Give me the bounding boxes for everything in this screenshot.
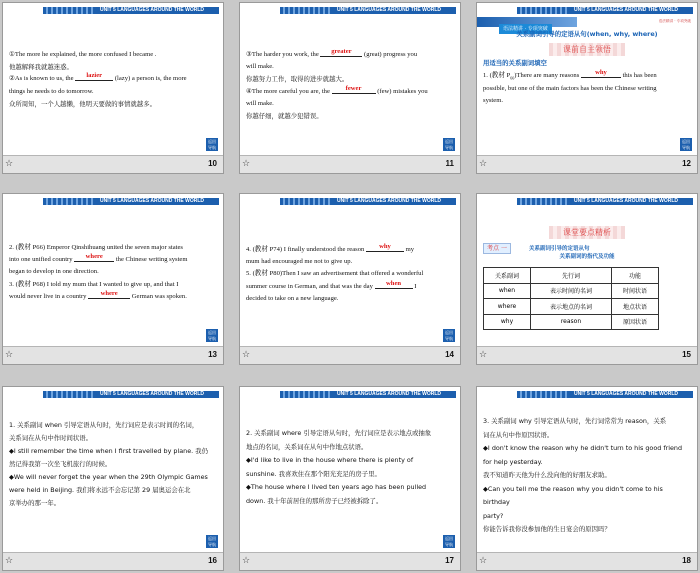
translation: 京举办的那一年。 [9, 499, 61, 507]
page-number: 16 [208, 556, 217, 565]
star-icon[interactable]: ☆ [479, 159, 488, 169]
return-nav-button[interactable]: 返回 导航 [208, 330, 216, 341]
sentence: system. [483, 96, 503, 104]
table-title: 关系副词的指代及功能 [559, 254, 615, 260]
exercise-heading: 用适当的关系副词填空 [483, 59, 547, 67]
slide-footer [477, 155, 697, 173]
star-icon[interactable]: ☆ [5, 159, 14, 169]
rule-text: 地点的名词，关系词在从句中作地点状语。 [246, 442, 368, 451]
answer-blank: fewer [332, 85, 376, 94]
unit-header: UNIT 5 LANGUAGES AROUND THE WORLD [43, 198, 219, 205]
example-sentence: ◆We will never forget the year when the 29th Olympic Games [9, 473, 208, 481]
unit-header: UNIT 5 LANGUAGES AROUND THE WORLD [280, 7, 456, 14]
slide-15[interactable] [476, 193, 698, 365]
answer-blank: greater [320, 48, 362, 57]
topic-title: 关系副词引导的定语从句(when, why, where) [516, 30, 658, 38]
page-number: 13 [208, 350, 217, 359]
translation: down. 我十年前居住的那所房子已经被拆除了。 [246, 496, 383, 505]
slide-footer [240, 346, 460, 364]
star-icon[interactable]: ☆ [242, 556, 251, 566]
sentence: summer course in German, and that was the day when I [246, 279, 417, 290]
header-stripe [517, 7, 567, 14]
translation: sunshine. 我喜欢住在那个阳光充足的房子里。 [246, 469, 381, 478]
slide-footer [477, 346, 697, 364]
slide-footer [477, 552, 697, 570]
header-stripe [517, 198, 567, 205]
sentence: will make. [246, 99, 274, 107]
star-icon[interactable]: ☆ [5, 556, 14, 566]
sentence: 5. (教材 P80)Then I saw an advertisement that offered a wonderful [246, 270, 424, 278]
unit-header: UNIT 5 LANGUAGES AROUND THE WORLD [517, 198, 693, 205]
column-header: 先行词 [531, 268, 612, 284]
slide-footer [3, 155, 223, 173]
example-sentence: for help yesterday. [483, 457, 543, 466]
slide-12[interactable] [476, 2, 698, 174]
sentence: will make. [246, 63, 274, 71]
slide-footer [3, 346, 223, 364]
page-number: 10 [208, 159, 217, 168]
page-number: 11 [445, 159, 454, 168]
header-stripe [43, 7, 93, 14]
slide-10[interactable] [2, 2, 224, 174]
sentence: possible, but one of the main factors has been the Chinese writing [483, 85, 657, 93]
unit-header: UNIT 5 LANGUAGES AROUND THE WORLD [517, 391, 693, 398]
return-nav-button[interactable]: 返回 导航 [208, 536, 216, 547]
example-sentence: party? [483, 511, 504, 520]
section-title: 课堂要点精析 [477, 222, 697, 240]
page-number: 12 [682, 159, 691, 168]
translation: 你越努力工作，取得的进步就越大。 [246, 75, 349, 84]
sentence: things he needs to do tomorrow. [9, 87, 94, 95]
sentence: mum had encouraged me not to give up. [246, 258, 353, 266]
sentence: would never live in a country where German was spoken. [9, 289, 187, 300]
kaodian-label: 考点 一 关系副词引导的定语从句 [483, 237, 589, 255]
example-sentence: ◆Can you tell me the reason why you didn't come to his birthday [483, 484, 663, 506]
slide-content [246, 244, 454, 305]
unit-header: UNIT 5 LANGUAGES AROUND THE WORLD [43, 391, 219, 398]
slide-content [9, 419, 217, 510]
slide-13[interactable] [2, 193, 224, 365]
table-row: when 表示时间的名词 时间状语 [484, 283, 659, 299]
translation: 他越解释我就越迷惑。 [9, 63, 73, 72]
header-stripe [43, 391, 93, 398]
page-number: 17 [445, 556, 454, 565]
answer-blank: where [74, 253, 114, 262]
table-header-row [484, 268, 659, 284]
sentence: 1. (教材 $P_{66})There$ are many reasons why this has been [483, 68, 657, 80]
sentence: 3. (教材 P68) I told my mum that I wanted to give up, and that I [9, 280, 179, 288]
rule-text: 1. 关系副词 when 引导定语从句时，先行词应是表示时间的名词， [9, 421, 199, 429]
translation: were held in Beijing. 我们将永远不会忘记第 29 届奥运会在北 [9, 486, 191, 494]
example-sentence: ◆I'd like to live in the house where there is plenty of [246, 456, 414, 464]
slide-content [9, 242, 217, 303]
slide-14[interactable] [239, 193, 461, 365]
column-header: 功能 [611, 268, 658, 284]
page-number: 15 [682, 350, 691, 359]
function-table [477, 267, 659, 330]
slide-content [483, 29, 691, 106]
page-number: 18 [682, 556, 691, 565]
answer-blank: lazier [75, 72, 113, 81]
return-nav-button[interactable]: 返回 导航 [445, 536, 453, 547]
unit-header: UNIT 5 LANGUAGES AROUND THE WORLD [280, 198, 456, 205]
return-nav-button[interactable]: 返回 导航 [682, 139, 690, 150]
sentence: ③The harder you work, the greater (great) progress you [246, 48, 418, 58]
answer-blank: when [375, 280, 413, 289]
answer-blank: why [366, 243, 404, 252]
header-stripe [517, 391, 567, 398]
slide-17[interactable] [239, 386, 461, 571]
slide-footer [240, 552, 460, 570]
table-row: where 表示地点的名词 地点状语 [484, 299, 659, 315]
rule-text: 2. 关系副词 where 引导定语从句时，先行词应是表示地点或抽象 [246, 429, 432, 437]
star-icon[interactable]: ☆ [479, 556, 488, 566]
sentence: ①The more he explained, the more confused I became . [9, 51, 157, 58]
answer-blank: why [581, 69, 621, 78]
sentence: began to develop in one direction. [9, 268, 99, 276]
star-icon[interactable]: ☆ [242, 159, 251, 169]
slide-content [9, 49, 217, 110]
return-nav-button[interactable]: 返回 导航 [208, 139, 216, 150]
sentence: decided to take on a new language. [246, 294, 339, 302]
translation: 你能告诉我你没参加他的生日宴会的原因吗？ [483, 525, 611, 533]
topic-title: 关系副词引导的定语从句 [528, 246, 590, 252]
section-tagline: 语法精讲 · 专项突破 [658, 19, 691, 23]
star-icon[interactable]: ☆ [5, 350, 14, 360]
unit-header: UNIT 5 LANGUAGES AROUND THE WORLD [517, 7, 693, 14]
header-stripe [43, 198, 93, 205]
rule-text: 3. 关系副词 why 引导定语从句时，先行词常常为 reason，关系 [483, 417, 667, 425]
sentence: 2. (教材 P66) Emperor Qinshihuang united the seven major states [9, 244, 183, 251]
slide-content [483, 415, 691, 537]
rule-text: 关系词在从句中作时间状语。 [9, 434, 93, 442]
star-icon[interactable]: ☆ [242, 350, 251, 360]
slide-footer [3, 552, 223, 570]
slide-18[interactable] [476, 386, 698, 571]
slide-content [246, 49, 454, 122]
slide-11[interactable] [239, 2, 461, 174]
slide-footer [240, 155, 460, 173]
header-stripe [280, 198, 330, 205]
sentence: 4. (教材 P74) I finally understood the reason why my [246, 243, 415, 253]
rule-text: 词在从句中作原因状语。 [483, 430, 554, 439]
translation: 你越仔细，就越少犯错误。 [246, 112, 323, 121]
table-row: why reason 原因状语 [484, 314, 659, 330]
slide-content [246, 427, 454, 508]
example-sentence: ◆The house where I lived ten years ago has been pulled [246, 483, 427, 491]
unit-header: UNIT 5 LANGUAGES AROUND THE WORLD [280, 391, 456, 398]
slide-16[interactable] [2, 386, 224, 571]
unit-header: UNIT 5 LANGUAGES AROUND THE WORLD [43, 7, 219, 14]
subtitle-banner: 课前自主领悟 [483, 43, 691, 57]
example-sentence: ◆I still remember the time when I first travelled by plane. 我仍 [9, 447, 208, 455]
example-sentence: ◆I don't know the reason why he didn't turn to his good friend [483, 444, 683, 452]
column-header: 关系副词 [484, 268, 531, 284]
sentence: ②As is known to us, the lazier (lazy) a person is, the more [9, 72, 187, 83]
return-nav-button[interactable]: 返回 导航 [445, 139, 453, 150]
page-number: 14 [445, 350, 454, 359]
translation: 我不知道昨天他为什么没向他的好朋友求助。 [483, 471, 611, 479]
sentence: into one unified country where the Chinese writing system [9, 253, 188, 264]
sentence: ④The more careful you are, the fewer (few) mistakes you [246, 84, 428, 95]
translation: 然记得我第一次坐飞机旅行的时候。 [9, 460, 112, 468]
return-nav-button[interactable]: 返回 导航 [445, 330, 453, 341]
header-stripe [280, 7, 330, 14]
answer-blank: where [88, 290, 130, 299]
header-stripe [280, 391, 330, 398]
translation: 众所周知，一个人越懒，他明天要做的事情就越多。 [9, 99, 156, 108]
section-banner: 语法精讲 · 专项突破 [477, 17, 577, 27]
star-icon[interactable]: ☆ [479, 350, 488, 360]
